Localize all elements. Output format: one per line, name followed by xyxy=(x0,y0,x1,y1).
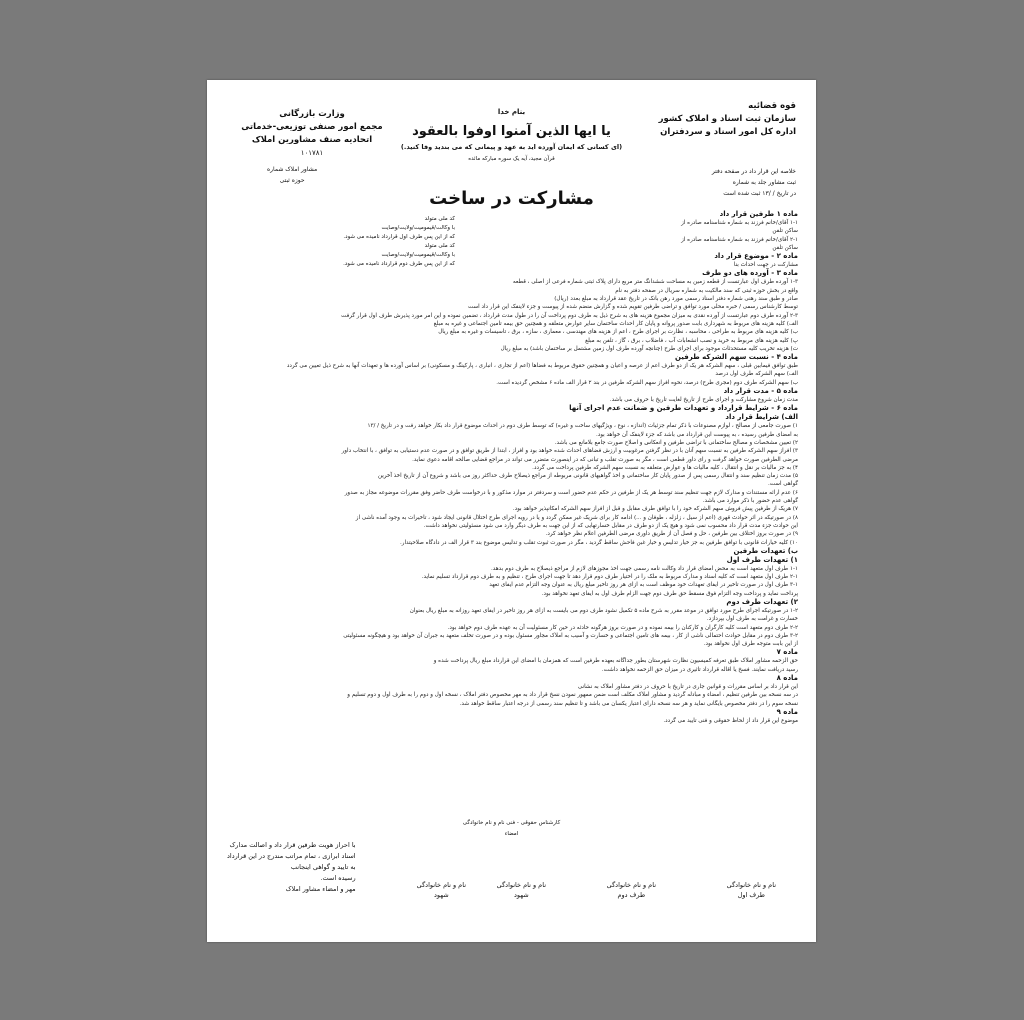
section-heading: ماده ۲ - موضوع قرار داد xyxy=(714,252,798,261)
body-line: واقع در بخش حوزه ثبتی که سند مالکیت به شماره سریال در صفحه دفتر به نام xyxy=(615,287,798,294)
agency-certification-block xyxy=(227,840,356,895)
body-line: ۳-۱ طرف اول در صورت تاخیر در ایفای تعهدات خود موظف است به ازای هر روز تاخیر مبلغ ریال به عنوان وجه التزام عدم ایفای تعهد xyxy=(489,582,798,589)
body-line: ۲-۱ آقای/خانم فرزند به شماره شناسنامه صادره از xyxy=(681,236,798,243)
contract-page xyxy=(207,80,816,942)
verse-translation: (ای کسانی که ایمان آورده اید به عهد و پیمانی که می بندید وفا کنید.) xyxy=(400,143,623,151)
certification-line: رسیده است. xyxy=(320,874,356,882)
section-heading: ۱) تعهدات طرف اول xyxy=(726,555,798,564)
body-line: گواهی عدم حضور با ذکر موارد می باشد. xyxy=(702,498,798,505)
body-line: طبق توافق فیمابین قبلی ، سهم الشرکه هر یک از دو طرف اعم از عرصه و اعیان و همچنین حقوق مربوط به فضاها (اعم از تجاری ، انباری ، پارکینگ و مسکونی) بر اساس آورده ها و تعهدات آنها به شرح ذیل تعیین می گردد xyxy=(286,363,798,370)
registration-number: ۱۰۱۷۸۱ xyxy=(300,149,324,157)
header-left-line-2: مجمع امور صنفی توزیعی-خدماتی xyxy=(241,122,383,132)
body-line: ۸) در صورتیکه در اثر حوادث قهری (اعم از سیل ، زلزله ، طوفان و ...) ادامه کار برای شریک غیر ممکن گردد و یا در رویه اجرای طرح اختلال قانونی ایجاد شود ، تاخیرات به وجود آمده ناشی از xyxy=(355,514,798,521)
section-heading: ب) تعهدات طرفین xyxy=(733,546,798,555)
party-line: با وکالت/قیمومیت/ولایت/وصایت xyxy=(381,225,455,231)
signature-first-party xyxy=(727,880,776,900)
legal-expert-label: کارشناس حقوقی - فنی نام و نام خانوادگی xyxy=(462,820,561,826)
section-heading: ماده ۴ - نسبت سهم الشرکه طرفین xyxy=(674,353,798,362)
body-line: به امضای طرفین رسیده ، به پیوست این قرارداد می باشد که جزء لاینفک آن خواهد بود. xyxy=(595,431,798,438)
body-line: ت) هزینه تخریب کلیه مستحدثات موجود برای اجرای طرح (چنانچه آورده طرف اول زمین مشتمل بر ساختمان باشد) به مبلغ ریال xyxy=(500,345,798,352)
meta-line-3: در تاریخ / /۱۳ ثبت شده است xyxy=(723,190,796,197)
body-line: در سه نسخه بین طرفین تنظیم ، امضاء و مبادله گردید و مشاور املاک مکلف است ضمن ممهور نمودن نسخ قرار داد به مهر مخصوص دفتر املاک ، نسخه اول و دوم را به طرف اول و دوم تسلیم و xyxy=(347,692,798,699)
body-line: مشارکت در جهت احداث بنا xyxy=(733,262,798,269)
body-line: گواهی است. xyxy=(767,481,798,488)
body-line: ۷) هریک از طرفین پیش فروش سهم الشرکه خود را با توافق طرف مقابل و قبل از افراز سهم الشرکه امکانپذیر خواهد بود. xyxy=(512,506,798,513)
document-title: مشارکت در ساخت xyxy=(429,188,594,209)
verse-reference: قرآن مجید، آیه یک سوره مبارکه مائده xyxy=(468,156,555,162)
section-heading: ماده ۹ xyxy=(776,707,798,716)
body-line: ۳-۲ طرف دوم در مقابل حوادث احتمالی ناشی از کار ، بیمه های تامین اجتماعی و خسارت و آسیب به املاک مجاور مسئول بوده و در صورت تخلف متعهد به جبران آن خواهد بود و هیچگونه مسئولیتی xyxy=(343,632,798,639)
body-line: ۲-۳ آورده طرف دوم عبارتست از آورده نقدی به میزان مجموع هزینه های به شرح ذیل به طرف دوم پرداخت آن را در طول مدت قرارداد ، تضمین نموده و این امر مورد پذیرش طرف اول قرار گرفت xyxy=(341,312,798,319)
section-heading: ماده ۳ - آورده های دو طرف xyxy=(702,269,798,278)
meta-line-2: ثبت مشاور جلد به شماره xyxy=(732,179,796,186)
body-line: پرداخت نماید و پرداخت وجه التزام فوق مسقط حق طرف دوم جهت الزام طرف اول به ایفای تعهد نخواهد بود. xyxy=(541,590,798,597)
party-line: کد ملی متولد xyxy=(424,243,455,249)
contract-body xyxy=(225,210,798,725)
body-line: ۲-۲ طرف دوم متعهد است کلیه کارگران و کارکنان را بیمه نموده و در صورت بروز هرگونه حادثه در حین کار مسئولیت آن به عهده طرف دوم خواهد بود. xyxy=(447,624,798,631)
header-left-line-3: اتحادیه صنف مشاورین املاک xyxy=(251,135,373,145)
certification-line: با احراز هویت طرفین قرار داد و اصالت مدارک xyxy=(229,841,356,849)
body-line: ساکن تلفن xyxy=(772,244,798,251)
agency-meta xyxy=(267,164,317,186)
body-line: ۴) به جز مالیات بر نقل و انتقال ، کلیه مالیات ها و عوارض متعلقه به نسبت سهم الشرکه طرفین پرداخت می گردد. xyxy=(532,464,798,471)
body-line: این قرار داد بر اساس مقررات و قوانین جاری در تاریخ با حروف در دفتر مشاور املاک به نشانی xyxy=(577,684,798,691)
body-line: ۱۰) کلیه خیارات قانونی با توافق طرفین به جز خیار تدلیس و خیار غبن فاحش ساقط گردید ، مگر در صورت ثبوت تقلب و تدلیس موضوع بند ۳ قرار الف در دادگاه صلاحیتدار. xyxy=(399,539,798,546)
party-line: کد ملی متولد xyxy=(424,216,455,222)
section-heading: ماده ۸ xyxy=(776,674,798,683)
signature-second-party xyxy=(607,880,656,900)
body-line: الف) سهم الشرکه طرف اول درصد xyxy=(715,371,798,378)
body-line: الف) کلیه هزینه های مربوط به شهرداری بابت صدور پروانه و پایان کار احداث ساختمان سایر عوارض متعلقه و همچنین حق بیمه تامین اجتماعی و غیره به مبلغ xyxy=(433,320,798,327)
body-line: رسید دریافت نمایند. فسخ یا اقاله قرارداد تاثیری در میزان حق الزحمه نخواهد داشت. xyxy=(601,666,798,673)
body-line: ۱-۱ طرف اول متعهد است به محض امضای قرار داد وکالت نامه رسمی جهت اخذ مجوزهای لازم از مراجع ذیصلاح به طرف دوم بدهد. xyxy=(490,565,798,572)
body-line: ب) کلیه هزینه های مربوط به طراحی ، محاسبه ، نظارت بر اجرای طرح ، اعم از هزینه های مهندسی ، معماری ، سازه ، برق ، تاسیسات و غیره به مبلغ ریال xyxy=(438,329,798,336)
section-heading: ۲) تعهدات طرف دوم xyxy=(726,597,798,606)
body-line: ۳) افراز سهم الشرکه طرفین به نسبت سهم آنان با در نظر گرفتن مرغوبیت و ارزش فضاهای احداث شده خواهد بود و افراز ، ابتدا از طریق توافق و در صورت عدم دستیابی به توافق ، با انتخاب داور xyxy=(341,448,798,455)
header-right-block xyxy=(626,100,796,139)
section-heading: ماده ۶ - شرایط قرارداد و تعهدات طرفین و ضمانت عدم اجرای آنها xyxy=(569,404,798,413)
body-line: صادر و طبق سند رهنی شماره دفتر اسناد رسمی مورد رهن بانک در تاریخ عقد قرارداد به مبلغ بعدد (ریال) xyxy=(554,296,798,303)
legal-expert-sign-label: امضاء xyxy=(504,831,519,837)
header-left-block xyxy=(227,108,397,160)
header-left-line-1: وزارت بازرگانی xyxy=(279,109,345,119)
body-line: ۵) مدت زمان تنظیم سند و انتقال رسمی پس از صدور پایان کار ساختمانی و اخذ گواهیهای قانونی مربوطه از مراجع ذیصلاح طرف حداکثر روز می باشد و شروع آن از تاریخ اخذ آخرین xyxy=(378,473,798,480)
signature-role-label: طرف اول xyxy=(737,891,765,899)
body-line: ۹) در صورت بروز اختلاف بین طرفین ، حل و فصل آن از طریق داوری مرضی الطرفین اعلام نظر خواهد کرد. xyxy=(545,531,798,538)
body-line: ۱-۳ آورده طرف اول عبارتست از قطعه زمین به مساحت ششدانگ متر مربع دارای پلاک ثبتی شماره فرعی از اصلی ، قطعه xyxy=(512,279,798,286)
certification-line: به تایید و گواهی اینجانب xyxy=(290,863,356,871)
body-line: حق الزحمه مشاور املاک طبق تعرفه کمیسیون نظارت شهرستان بطور جداگانه بعهده طرفین است که همزمان با امضای این قرارداد مبلغ ریال پرداخت شده و xyxy=(433,658,798,665)
section-heading: الف) شرایط قرار داد xyxy=(725,413,798,422)
body-line: ۱-۲ در صورتیکه اجرای طرح مورد توافق در موعد مقرر به شرح ماده ۵ تکمیل نشود طرف دوم می بایست به ازای هر روز تاخیر در ایفای تعهد روزانه به مبلغ ریال بعنوان xyxy=(409,607,798,614)
body-line: از این بابت متوجه طرف اول نخواهد بود. xyxy=(703,641,798,648)
body-line: ب) سهم الشرکه طرف دوم (مجری طرح) درصد، نحوه افراز سهم الشرکه طرفین در بند ۲ قرار الف ماده ۶ مشخص گردیده است. xyxy=(496,379,798,386)
body-line: نسخه سوم را در دفتر مخصوص بایگانی نماید و هر سه نسخه دارای اعتبار یکسان می باشد و تا تنظیم سند رسمی از درجه اعتبار ساقط خواهد شد. xyxy=(459,700,798,707)
header-right-line-1: قوه قضائیه xyxy=(748,101,796,111)
header-center-block xyxy=(397,108,626,162)
signature-witness xyxy=(497,880,546,900)
signature-name-label: نام و نام خانوادگی xyxy=(606,881,656,889)
signature-role-label: طرف دوم xyxy=(617,891,646,899)
registry-zone-label: حوزه ثبتی xyxy=(279,177,305,184)
body-line: ۱) صورت جامعی از مصالح ، لوازم مصنوعات با ذکر تمام جزئیات (اندازه ، نوع ، ویژگیهای ساخت و غیره) که توسط طرف دوم در احداث موضوع قرار داد بکار خواهد رفت و در تاریخ / /۱۳ xyxy=(367,423,798,430)
agency-number-label: مشاور املاک شماره xyxy=(267,166,318,173)
party-line: که از این پس طرف دوم قرارداد نامیده می شود. xyxy=(343,261,455,267)
party-line: که از این پس طرف اول قرارداد نامیده می شود. xyxy=(343,234,455,240)
certification-line: مهر و امضاء مشاور املاک xyxy=(285,885,356,893)
legal-expert-signature xyxy=(407,818,616,840)
header-right-line-2: سازمان ثبت اسناد و املاک کشور xyxy=(658,114,796,124)
party-line: با وکالت/قیمومیت/ولایت/وصایت xyxy=(381,252,455,258)
body-line: ۲) تعیین مشخصات و مصالح ساختمانی با تراضی طرفین و انعکاس و اصلاح صورت جامع بلامانع می باشد. xyxy=(554,439,798,446)
body-line: موضوع این قرار داد از لحاظ حقوقی و فنی تایید می گردد. xyxy=(663,717,798,724)
bismillah: بنام خدا xyxy=(497,108,526,116)
certification-line: اسناد ابرازی ، تمام مراتب مندرج در این قرارداد xyxy=(227,852,356,860)
body-line: خسارت و غرامت به طرف اول بپردازد. xyxy=(706,616,798,623)
signature-witness-2 xyxy=(417,880,466,900)
section-heading: ماده ۵ - مدت قرار داد xyxy=(723,387,798,396)
body-line: ۶) عدم ارائه مستندات و مدارک لازم جهت تنظیم سند توسط هر یک از طرفین در حکم عدم حضور است و سردفتر در موارد مذکور و با درخواست طرف حاضر وفق مقررات موضوعه مجاز به صدور xyxy=(344,489,798,496)
body-line: توسط کارشناس رسمی / خبره محلی مورد توافق و تراضی طرفین تقویم شده و گزارش منضم شده از پیوست و جزء لاینفک این قرار داد است xyxy=(467,304,798,311)
meta-line-1: خلاصه این قرار داد در صفحه دفتر xyxy=(711,168,796,175)
body-line: مدت زمان شروع مشارکت و اجرای طرح از تاریخ لغایت تاریخ با حروف می باشد. xyxy=(609,397,798,404)
section-heading: ماده ۷ xyxy=(776,648,798,657)
signature-role-label: شهود xyxy=(513,891,529,899)
signature-name-label: نام و نام خانوادگی xyxy=(726,881,776,889)
signature-name-label: نام و نام خانوادگی xyxy=(496,881,546,889)
section-heading: ماده ۱ طرفین قرار داد xyxy=(719,210,798,218)
body-line: ساکن تلفن xyxy=(772,228,798,235)
body-line: ۲-۱ طرف اول متعهد است که کلیه اسناد و مدارک مربوط به ملک را در اختیار طرف دوم قرار دهد تا جهت اجرای طرح ، تنظیم و به طرف دوم قرارداد تسلیم نماید. xyxy=(421,574,798,581)
signature-role-label: شهود xyxy=(433,891,449,899)
signature-name-label: نام و نام خانوادگی xyxy=(416,881,466,889)
body-line: پ) کلیه هزینه های مربوط به خرید و نصب انشعابات آب ، فاضلاب ، برق ، گاز ، تلفن به مبلغ xyxy=(585,337,798,344)
body-line: ۱-۱ آقای/خانم فرزند به شماره شناسنامه صادره از xyxy=(681,220,798,226)
body-line: مرضی الطرفین صورت خواهد گرفت و رای داور قطعی است ، مگر به صورت تقلب و تبانی که در اینصورت متضرر می تواند در مراجع قضایی صالحه اقامه دعوی نماید. xyxy=(412,456,798,463)
header-right-line-3: اداره کل امور اسناد و سردفتران xyxy=(660,127,796,137)
quran-verse: یا ایها الذین آمنوا اوفوا بالعقود xyxy=(412,124,611,139)
body-line: این حوادث جزء مدت قرار داد محسوب نمی شود و هیچ یک از دو طرف در مقابل خسارتهایی که از این جهت به طرف دیگر وارد می شود مسئولیتی نخواهد داشت. xyxy=(423,522,798,529)
